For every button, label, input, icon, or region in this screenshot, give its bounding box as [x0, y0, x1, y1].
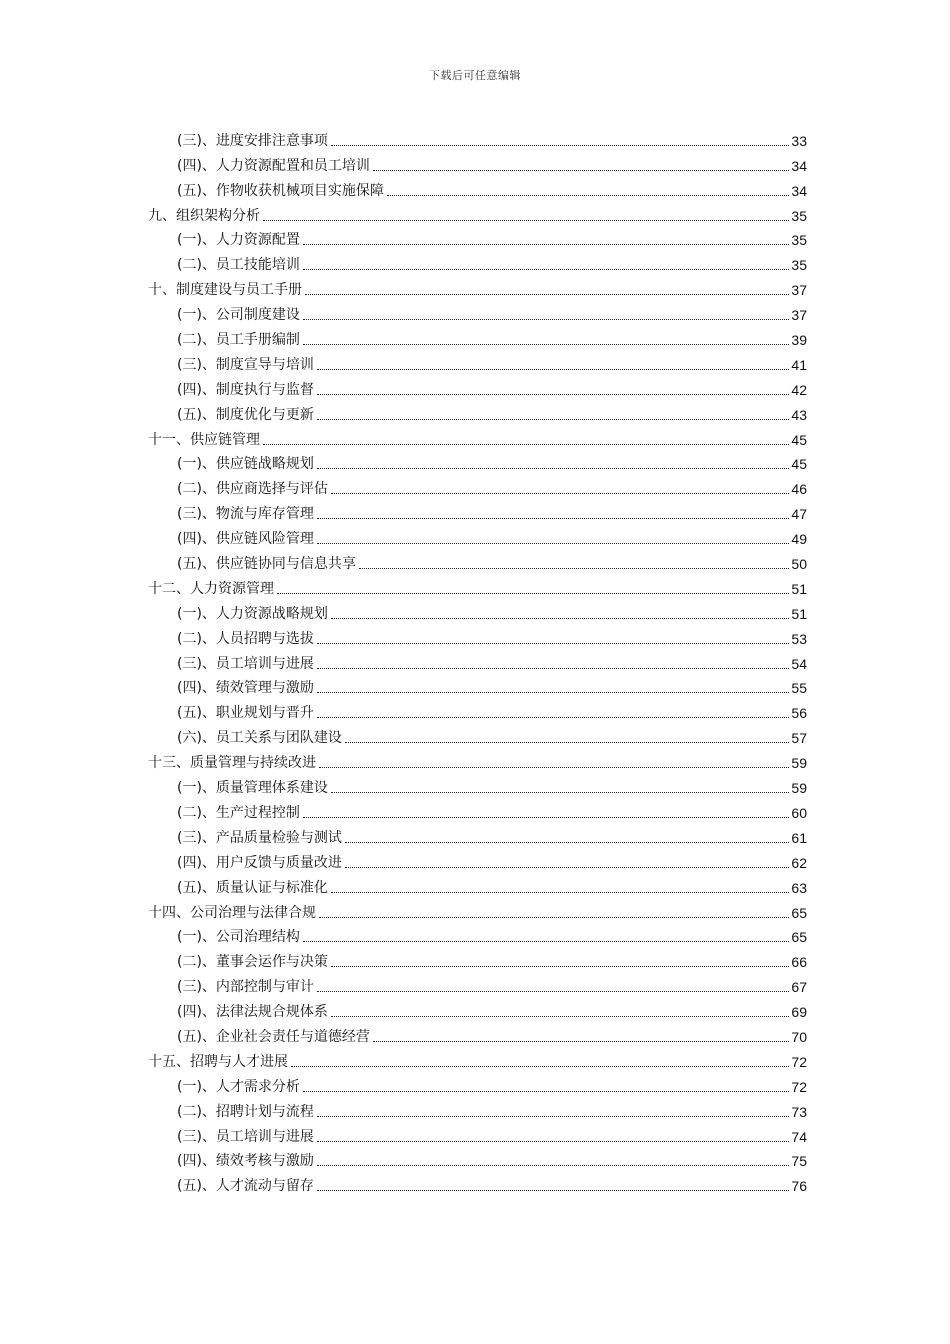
toc-entry-title: (六)、员工关系与团队建设: [177, 730, 342, 747]
toc-entry-page-number: 37: [791, 307, 807, 324]
toc-entry-title: (四)、用户反馈与质量改进: [177, 854, 342, 871]
toc-section-entry[interactable]: [148, 847, 807, 872]
toc-dot-leader: [331, 618, 789, 619]
toc-dot-leader: [277, 593, 789, 594]
toc-dot-leader: [317, 369, 789, 370]
toc-section-entry[interactable]: [148, 598, 807, 623]
toc-entry-title: (二)、生产过程控制: [177, 804, 300, 821]
toc-dot-leader: [263, 444, 789, 445]
toc-dot-leader: [317, 1141, 789, 1142]
toc-entry-title: (一)、质量管理体系建设: [177, 780, 328, 797]
toc-entry-page-number: 35: [791, 257, 807, 274]
toc-entry-page-number: 39: [791, 332, 807, 349]
toc-dot-leader: [331, 966, 789, 967]
toc-entry-title: (三)、产品质量检验与测试: [177, 829, 342, 846]
toc-section-entry[interactable]: [148, 349, 807, 374]
toc-entry-title: (三)、物流与库存管理: [177, 506, 314, 523]
toc-entry-title: 九、组织架构分析: [148, 207, 260, 224]
toc-entry-page-number: 51: [791, 580, 807, 597]
toc-entry-page-number: 46: [791, 481, 807, 498]
toc-entry-page-number: 57: [791, 730, 807, 747]
toc-dot-leader: [319, 767, 789, 768]
toc-dot-leader: [359, 568, 789, 569]
toc-dot-leader: [305, 294, 789, 295]
toc-entry-page-number: 34: [791, 157, 807, 174]
toc-section-entry[interactable]: [148, 449, 807, 474]
toc-dot-leader: [317, 468, 789, 469]
toc-entry-title: (三)、员工培训与进展: [177, 655, 314, 672]
toc-dot-leader: [319, 917, 789, 918]
toc-dot-leader: [317, 394, 789, 395]
toc-dot-leader: [345, 742, 789, 743]
toc-entry-page-number: 74: [791, 1128, 807, 1145]
toc-dot-leader: [303, 269, 789, 270]
toc-entry-title: 十四、公司治理与法律合规: [148, 904, 316, 921]
toc-entry-title: 十二、人力资源管理: [148, 580, 274, 597]
toc-entry-page-number: 63: [791, 879, 807, 896]
toc-entry-page-number: 35: [791, 232, 807, 249]
toc-dot-leader: [373, 170, 789, 171]
page-header: 下载后可任意编辑: [429, 69, 521, 82]
toc-entry-page-number: 70: [791, 1028, 807, 1045]
toc-section-entry[interactable]: [148, 673, 807, 698]
toc-section-entry[interactable]: [148, 946, 807, 971]
toc-entry-title: (二)、员工技能培训: [177, 257, 300, 274]
toc-entry-title: (二)、招聘计划与流程: [177, 1103, 314, 1120]
toc-entry-page-number: 45: [791, 431, 807, 448]
toc-section-entry[interactable]: [148, 1121, 807, 1146]
toc-dot-leader: [317, 1190, 789, 1191]
toc-entry-page-number: 42: [791, 381, 807, 398]
toc-entry-page-number: 50: [791, 556, 807, 573]
toc-entry-page-number: 55: [791, 680, 807, 697]
toc-entry-title: (三)、内部控制与审计: [177, 979, 314, 996]
toc-entry-page-number: 66: [791, 954, 807, 971]
toc-dot-leader: [331, 493, 789, 494]
toc-entry-title: (一)、人才需求分析: [177, 1078, 300, 1095]
toc-entry-page-number: 51: [791, 605, 807, 622]
toc-entry-page-number: 34: [791, 182, 807, 199]
toc-section-entry[interactable]: [148, 399, 807, 424]
toc-entry-page-number: 56: [791, 705, 807, 722]
toc-dot-leader: [331, 792, 789, 793]
toc-entry-page-number: 41: [791, 356, 807, 373]
toc-entry-title: (二)、人员招聘与选拔: [177, 630, 314, 647]
toc-dot-leader: [317, 1165, 789, 1166]
toc-entry-title: (五)、企业社会责任与道德经营: [177, 1028, 370, 1045]
toc-section-entry[interactable]: [148, 772, 807, 797]
toc-entry-title: (四)、绩效考核与激励: [177, 1153, 314, 1170]
toc-entry-title: (一)、人力资源配置: [177, 232, 300, 249]
toc-section-entry[interactable]: [148, 872, 807, 897]
toc-entry-page-number: 75: [791, 1153, 807, 1170]
toc-section-entry[interactable]: [148, 374, 807, 399]
toc-section-entry[interactable]: [148, 473, 807, 498]
toc-entry-title: (五)、制度优化与更新: [177, 406, 314, 423]
toc-section-entry[interactable]: [148, 523, 807, 548]
toc-entry-page-number: 69: [791, 1004, 807, 1021]
toc-section-entry[interactable]: [148, 922, 807, 947]
toc-entry-page-number: 54: [791, 655, 807, 672]
toc-entry-title: (二)、供应商选择与评估: [177, 481, 328, 498]
toc-dot-leader: [303, 319, 789, 320]
toc-dot-leader: [303, 817, 789, 818]
toc-entry-page-number: 72: [791, 1078, 807, 1095]
toc-entry-title: (二)、董事会运作与决策: [177, 954, 328, 971]
toc-entry-page-number: 43: [791, 406, 807, 423]
toc-section-entry[interactable]: [148, 299, 807, 324]
toc-dot-leader: [317, 543, 789, 544]
toc-dot-leader: [345, 842, 789, 843]
toc-entry-page-number: 60: [791, 804, 807, 821]
toc-dot-leader: [373, 1041, 789, 1042]
toc-entry-page-number: 76: [791, 1178, 807, 1195]
toc-section-entry[interactable]: [148, 996, 807, 1021]
toc-section-entry[interactable]: [148, 822, 807, 847]
toc-section-entry[interactable]: [148, 797, 807, 822]
toc-entry-title: (四)、绩效管理与激励: [177, 680, 314, 697]
toc-entry-title: (三)、进度安排注意事项: [177, 132, 328, 149]
toc-dot-leader: [263, 220, 789, 221]
toc-dot-leader: [317, 1116, 789, 1117]
toc-section-entry[interactable]: [148, 225, 807, 250]
toc-entry-title: (四)、人力资源配置和员工培训: [177, 157, 370, 174]
toc-section-entry[interactable]: [148, 697, 807, 722]
toc-entry-title: 十、制度建设与员工手册: [148, 282, 302, 299]
toc-entry-title: (一)、公司制度建设: [177, 307, 300, 324]
toc-dot-leader: [317, 692, 789, 693]
toc-entry-title: (五)、供应链协同与信息共享: [177, 556, 356, 573]
toc-entry-title: (四)、供应链风险管理: [177, 531, 314, 548]
toc-section-entry[interactable]: [148, 722, 807, 747]
toc-entry-page-number: 61: [791, 829, 807, 846]
toc-section-entry[interactable]: [148, 1021, 807, 1046]
toc-entry-title: (二)、员工手册编制: [177, 332, 300, 349]
toc-entry-page-number: 65: [791, 904, 807, 921]
toc-dot-leader: [303, 244, 789, 245]
toc-section-entry[interactable]: [148, 125, 807, 150]
toc-entry-page-number: 45: [791, 456, 807, 473]
toc-chapter-entry[interactable]: [148, 424, 807, 449]
toc-chapter-entry[interactable]: [148, 1046, 807, 1071]
toc-entry-title: (五)、人才流动与留存: [177, 1178, 314, 1195]
toc-entry-page-number: 73: [791, 1103, 807, 1120]
toc-entry-page-number: 72: [791, 1053, 807, 1070]
toc-dot-leader: [345, 867, 789, 868]
toc-section-entry[interactable]: [148, 1146, 807, 1171]
toc-entry-page-number: 62: [791, 854, 807, 871]
toc-section-entry[interactable]: [148, 1170, 807, 1195]
toc-section-entry[interactable]: [148, 175, 807, 200]
toc-entry-page-number: 67: [791, 979, 807, 996]
toc-dot-leader: [291, 1066, 789, 1067]
toc-dot-leader: [303, 344, 789, 345]
toc-entry-page-number: 65: [791, 929, 807, 946]
toc-section-entry[interactable]: [148, 324, 807, 349]
toc-entry-page-number: 49: [791, 531, 807, 548]
toc-section-entry[interactable]: [148, 498, 807, 523]
toc-entry-page-number: 37: [791, 282, 807, 299]
toc-entry-title: (一)、人力资源战略规划: [177, 605, 328, 622]
toc-dot-leader: [331, 145, 789, 146]
toc-dot-leader: [331, 892, 789, 893]
toc-entry-page-number: 33: [791, 132, 807, 149]
toc-entry-title: (五)、职业规划与晋升: [177, 705, 314, 722]
toc-dot-leader: [303, 941, 789, 942]
toc-entry-title: 十一、供应链管理: [148, 431, 260, 448]
toc-chapter-entry[interactable]: [148, 747, 807, 772]
toc-entry-title: (四)、制度执行与监督: [177, 381, 314, 398]
toc-section-entry[interactable]: [148, 1071, 807, 1096]
toc-chapter-entry[interactable]: [148, 274, 807, 299]
toc-dot-leader: [317, 668, 789, 669]
toc-dot-leader: [317, 518, 789, 519]
table-of-contents: [148, 125, 807, 1195]
toc-chapter-entry[interactable]: [148, 897, 807, 922]
toc-entry-title: 十五、招聘与人才进展: [148, 1053, 288, 1070]
toc-section-entry[interactable]: [148, 1096, 807, 1121]
toc-entry-title: (五)、作物收获机械项目实施保障: [177, 182, 384, 199]
toc-section-entry[interactable]: [148, 648, 807, 673]
toc-entry-title: 十三、质量管理与持续改进: [148, 755, 316, 772]
toc-entry-title: (三)、制度宣导与培训: [177, 356, 314, 373]
toc-entry-title: (一)、供应链战略规划: [177, 456, 314, 473]
toc-entry-page-number: 59: [791, 780, 807, 797]
toc-dot-leader: [331, 1016, 789, 1017]
toc-section-entry[interactable]: [148, 249, 807, 274]
toc-entry-title: (四)、法律法规合规体系: [177, 1004, 328, 1021]
toc-entry-page-number: 35: [791, 207, 807, 224]
toc-dot-leader: [317, 643, 789, 644]
toc-dot-leader: [303, 1091, 789, 1092]
toc-section-entry[interactable]: [148, 623, 807, 648]
toc-entry-title: (五)、质量认证与标准化: [177, 879, 328, 896]
toc-chapter-entry[interactable]: [148, 573, 807, 598]
toc-dot-leader: [317, 991, 789, 992]
toc-dot-leader: [317, 419, 789, 420]
toc-dot-leader: [387, 195, 789, 196]
toc-entry-page-number: 47: [791, 506, 807, 523]
toc-section-entry[interactable]: [148, 971, 807, 996]
toc-entry-title: (三)、员工培训与进展: [177, 1128, 314, 1145]
toc-entry-title: (一)、公司治理结构: [177, 929, 300, 946]
toc-entry-page-number: 53: [791, 630, 807, 647]
toc-dot-leader: [317, 717, 789, 718]
toc-chapter-entry[interactable]: [148, 200, 807, 225]
toc-section-entry[interactable]: [148, 548, 807, 573]
toc-entry-page-number: 59: [791, 755, 807, 772]
toc-section-entry[interactable]: [148, 150, 807, 175]
